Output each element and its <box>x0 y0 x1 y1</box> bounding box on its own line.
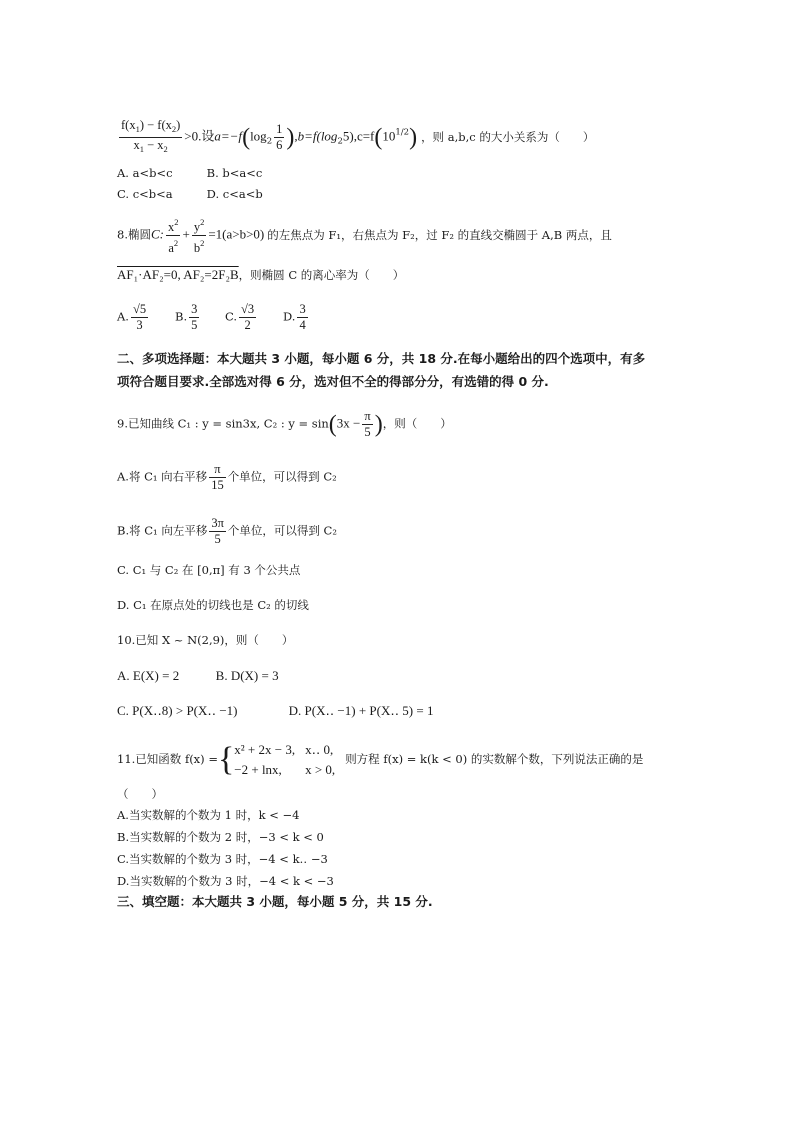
q9-option-b: B.将 C₁ 向左平移 $\frac{3\pi}{5}$ 个单位，可以得到 C₂ <box>117 516 337 546</box>
q8-stem-line2 <box>117 267 404 283</box>
q9-option-a: A.将 C₁ 向右平移 $\frac{\pi}{15}$ 个单位，可以得到 C₂ <box>117 462 337 492</box>
q8-option-a: A. $\frac{√5}{3}$ <box>117 302 147 332</box>
q11-stem-post: 则方程 f(x) = k(k < 0) 的实数解个数，下列说法正确的是 <box>345 752 644 766</box>
q11-option-b: B.当实数解的个数为 2 时，−3 < k < 0 <box>117 830 324 844</box>
q7-option-b: B. b<a<c <box>206 166 263 180</box>
q9-option-d: D. C₁ 在原点处的切线也是 C₂ 的切线 <box>117 598 309 612</box>
q11-piecewise <box>234 740 345 780</box>
q11-answer-paren: （ ） <box>117 787 163 801</box>
q9-five: 5 <box>364 425 371 439</box>
q9-stem-b: ，则（ ） <box>382 416 452 431</box>
q10-options-row1 <box>117 668 279 684</box>
q7-stem-end: ，则 a,b,c 的大小关系为（ ） <box>421 129 595 144</box>
q8-option-b: B. $\frac{3}{5}$ <box>175 302 198 332</box>
q8-vector-condition: AF₁·AF₂=0, AF₂=2F₂B <box>117 267 239 282</box>
q7-options-row2 <box>117 186 263 202</box>
q9-stem: 9.已知曲线 C₁ : y = sin3x, C₂ : y = sin(3x − $\frac{\pi}{5}$ )，则（ ） <box>117 409 452 439</box>
q8-stem-text1: 的左焦点为 F₁，右焦点为 F₂，过 F₂ 的直线交椭圆于 A,B 两点，且 <box>267 227 612 242</box>
q11-case2-cond: x > 0, <box>305 762 336 777</box>
q7-b-tail: 5),c=f <box>342 128 375 144</box>
q11-stem: 11.已知函数 f(x) ={ x² + 2x − 3, x‥ 0, −2 + lnx, x > 0,则方程 f(x) = k(k < 0) 的实数解个数，下列说法正确的是 <box>117 741 644 778</box>
section2-heading-line2: 项符合题目要求.全部选对得 6 分，选对但不全的得部分分，有选错的得 0 分. <box>117 374 549 389</box>
q10-option-b: B. D(X) = 3 <box>215 668 279 683</box>
q8-stem-text2: ，则椭圆 C 的离心率为（ ） <box>238 268 405 282</box>
q7-option-c: C. c<b<a <box>117 187 173 201</box>
q10-stem: 10.已知 X ~ N(2,9)，则（ ） <box>117 633 294 647</box>
q8-option-d: D. $\frac{3}{4}$ <box>283 302 306 332</box>
q7-c-base: 10 <box>382 128 396 144</box>
q11-option-a: A.当实数解的个数为 1 时，k < −4 <box>117 808 300 822</box>
q7-options-row1 <box>117 165 262 181</box>
section2-heading-line1: 二、多项选择题：本大题共 3 小题，每小题 6 分，共 18 分.在每小题给出的四个选项中，有多 <box>117 351 646 366</box>
q11-case2-expr: −2 + lnx, <box>234 762 282 777</box>
q11-case1-cond: x‥ 0, <box>305 742 334 757</box>
q7-b-expr: ,b=f(log <box>294 128 338 144</box>
q7-difference-quotient: $\frac{f(x_1) - f(x_2)}{x_1 - x_2}$ <box>121 118 181 154</box>
q8-option-c: C. $\frac{√3}{2}$ <box>225 302 255 332</box>
q8-condition: =1(a>b>0) <box>208 226 265 242</box>
q10-option-d: D. P(X‥ −1) + P(X‥ 5) = 1 <box>288 703 434 718</box>
q9-option-c: C. C₁ 与 C₂ 在 [0,π] 有 3 个公共点 <box>117 563 301 577</box>
q7-option-a: A. a<b<c <box>117 166 173 180</box>
q7-option-d: D. c<a<b <box>206 187 263 201</box>
q7-condition-suffix: >0.设 <box>184 128 215 144</box>
q8-curve: C: <box>150 226 164 242</box>
q9-arg-left: 3x − <box>336 415 361 431</box>
q9-stem-a: 9.已知曲线 C₁ : y = sin3x, C₂ : y = sin <box>117 416 329 431</box>
q11-option-d: D.当实数解的个数为 3 时，−4 < k < −3 <box>117 874 334 888</box>
q11-option-c: C.当实数解的个数为 3 时，−4 < k‥ −3 <box>117 852 328 866</box>
q7-stem: $\frac{f(x_1) - f(x_2)}{x_1 - x_2}$ >0.设$a=-f(\log_2$ $\frac{1}{6}$ )$,b=f(\log_25),c=f(10^{1/2})$ ，则 a,b,c 的大小关系为（ ） <box>117 118 594 157</box>
section3-heading: 三、填空题：本大题共 3 小题，每小题 5 分，共 15 分. <box>117 894 433 909</box>
q7-c-exp: 1/2 <box>395 127 410 138</box>
q7-a-expr: a=−f <box>214 128 243 144</box>
q8-options <box>117 302 310 333</box>
q11-case1-expr: x² + 2x − 3, <box>234 742 296 757</box>
q10-option-a: A. E(X) = 2 <box>117 668 180 683</box>
q11-stem-pre: 11.已知函数 f(x) = <box>117 752 218 766</box>
q10-option-c: C. P(X‥8) > P(X‥ −1) <box>117 703 238 718</box>
q8-stem: 8.椭圆C: $\frac{x^2}{a^2}$ + $\frac{y^2}{b^2}$ =1(a>b>0) 的左焦点为 F₁，右焦点为 F₂，过 F₂ 的直线交椭圆于 A,B 两点，且 <box>117 217 612 255</box>
q8-number: 8.椭圆 <box>117 227 151 242</box>
q10-options-row2 <box>117 703 433 719</box>
q7-log-base: 2 <box>266 136 273 147</box>
q9-pi: π <box>364 409 371 423</box>
